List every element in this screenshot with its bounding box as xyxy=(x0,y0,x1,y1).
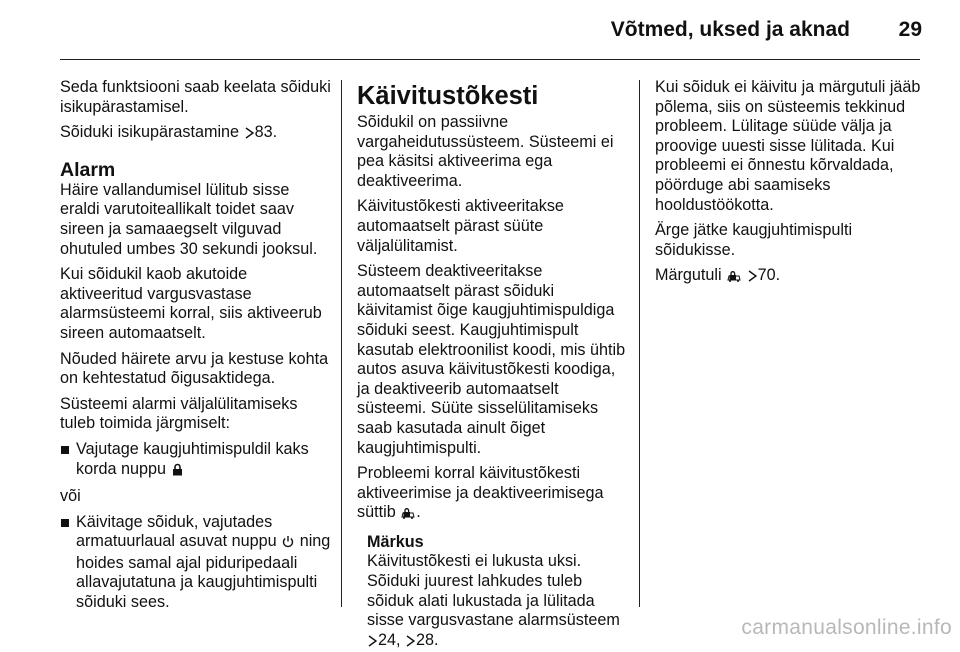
paragraph-indicator-ref: Märgutuli 70. xyxy=(655,266,925,288)
column-3 xyxy=(655,78,925,294)
section-heading-immobilizer: Käivitustõkesti xyxy=(357,82,539,110)
paragraph: Häire vallandumisel lülitub sisse eraldi varutoiteallikalt toidet saav sireen ja samaaegselt vilguvad ohutuled umbes 30 sekundi jooksul. xyxy=(60,180,318,258)
header-rule xyxy=(60,59,920,60)
note-text: Käivitustõkesti ei lukusta uksi. Sõiduki juurest lahkudes tuleb sõiduk alati lukustada ja lülitada sisse vargusvastane alarmsüsteem 24, 28. xyxy=(367,552,627,652)
page-number: 29 xyxy=(898,18,922,41)
section-heading-alarm: Alarm xyxy=(60,158,116,181)
page-ref-link[interactable]: 28. xyxy=(416,630,439,649)
note-title: Märkus xyxy=(367,532,424,551)
paragraph: Sõidukil on passiivne vargaheidutussüsteem. Süsteemi ei pea käsitsi aktiveerima ega deaktiveerima. xyxy=(357,113,614,190)
page-header xyxy=(0,0,960,60)
watermark: carmanualsonline.info xyxy=(741,616,952,639)
immobilizer-icon xyxy=(727,268,741,288)
header-title: Võtmed, uksed ja aknad xyxy=(610,18,850,41)
column-divider-1 xyxy=(341,80,342,607)
arrow-ref-icon xyxy=(406,633,415,652)
paragraph: Seda funktsiooni saab keelata sõiduki isikupärastamisel. xyxy=(60,78,331,116)
paragraph-personalization: Sõiduki isikupärastamine 83. xyxy=(60,123,332,145)
list-item: Käivitage sõiduk, vajutades armatuurlaual asuvat nuppu ning hoides samal ajal piduripedaali allavajutatuna ja kaugjuhtimispulti sõiduki sees. xyxy=(60,513,332,613)
paragraph: Nõuded häirete arvu ja kestuse kohta on kehtestatud õigusaktidega. xyxy=(60,349,329,388)
immobilizer-icon xyxy=(401,505,415,525)
power-icon xyxy=(282,534,294,554)
page-ref-link[interactable]: 24, xyxy=(378,630,401,649)
column-2 xyxy=(357,82,627,652)
paragraph: Ärge jätke kaugjuhtimispulti sõidukisse. xyxy=(655,221,853,259)
paragraph: Kui sõiduk ei käivitu ja märgutuli jääb põlema, siis on süsteemis tekkinud probleem. Lülitage süüde välja ja proovige uuesti sisse lülitada. Kui probleemi ei õnnestu kõrvaldada, pöörduge abi saamiseks hooldustöökotta. xyxy=(655,78,921,214)
lock-icon xyxy=(172,462,183,482)
arrow-ref-icon xyxy=(368,633,377,652)
or-text: või xyxy=(60,487,81,506)
list-item: Vajutage kaugjuhtimispuldil kaks korda nuppu xyxy=(60,440,332,481)
arrow-ref-icon xyxy=(748,268,757,288)
paragraph: Käivitustõkesti aktiveeritakse automaatselt pärast süüte väljalülitamist. xyxy=(357,197,564,255)
page-ref-link[interactable]: 70. xyxy=(757,266,781,285)
arrow-ref-icon xyxy=(245,125,254,145)
paragraph: Süsteem deaktiveeritakse automaatselt pärast sõiduki käivitamist õige kaugjuhtimispuldiga sõiduki seest. Kaugjuhtimispult kasutab elektroonilist koodi, mis ühtib autos asuva käivitustõkesti koodiga, ja deaktiveerib automaatselt süsteemi. Süüte sisselülitamiseks saab kasutada ainult õiget kaugjuhtimispulti. xyxy=(357,262,626,457)
column-divider-2 xyxy=(639,80,640,607)
page-ref-link[interactable]: 83. xyxy=(254,123,278,142)
column-1 xyxy=(60,78,332,619)
paragraph: Kui sõidukil kaob akutoide aktiveeritud vargusvastase alarmsüsteemi korral, siis aktiveerub sireen automaatselt. xyxy=(60,265,322,342)
paragraph: Süsteemi alarmi väljalülitamiseks tuleb toimida järgmiselt: xyxy=(60,394,298,433)
note-box xyxy=(367,533,627,652)
paragraph: Probleemi korral käivitustõkesti aktiveerimise ja deaktiveerimisega süttib . xyxy=(357,464,627,525)
